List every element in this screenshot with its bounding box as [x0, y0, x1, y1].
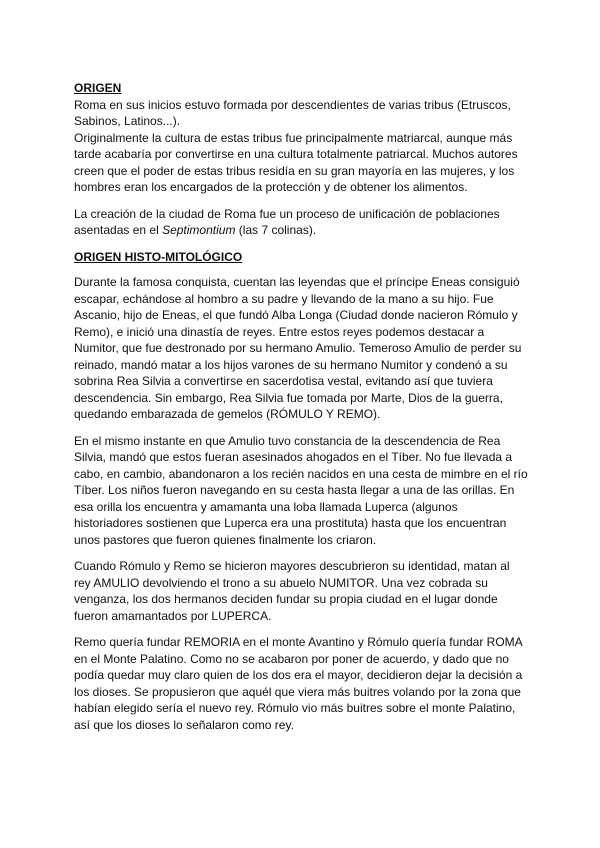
paragraph-creacion-text: La creación de la ciudad de Roma fue un proceso de unificación de poblaciones asentadas en el: [74, 206, 500, 237]
paragraph-creacion: [74, 206, 528, 239]
paragraph-fundacion: Remo quería fundar REMORIA en el monte Avantino y Rómulo quería fundar ROMA en el Monte Palatino. Como no se acabaron por poner de acuerdo, y dado que no podía quedar muy claro quien de los dos era el mayor, decidieron dejar la decisión a los dioses. Se propusieron que aquél que viera más buitres volando por la zona que habían elegido sería el nuevo rey. Rómulo vio más buitres sobre el monte Palatino, así que los dioses lo señalaron como rey.: [74, 635, 523, 732]
paragraph-romulo-remo: Cuando Rómulo y Remo se hicieron mayores descubrieron su identidad, matan al rey AMULIO devolviendo el trono a su abuelo NUMITOR. Una vez cobrada su venganza, los dos hermanos deciden fundar su propia ciudad en el lugar donde fueron amamantados por LUPERCA.: [74, 559, 510, 623]
paragraph-cultura: Originalmente la cultura de estas tribus fue principalmente matriarcal, aunque más tarde acabaría por convertirse en una cultura totalmente patriarcal. Muchos autores creen que el poder de estas tribus residía en su gran mayoría en las mujeres, y los hombres eran los encargados de la protección y de obtener los alimentos.: [74, 130, 518, 194]
section-heading-origen: ORIGEN: [74, 81, 122, 95]
paragraph-tribus: Roma en sus inicios estuvo formada por descendientes de varias tribus (Etruscos, Sabinos, Latinos...).: [74, 97, 511, 128]
septimontium-term: Septimontium: [162, 223, 236, 237]
paragraph-eneas: Durante la famosa conquista, cuentan las leyendas que el príncipe Eneas consiguió escapar, echándose al hombro a su padre y llevando de la mano a su hijo. Fue Ascanio, hijo de Eneas, el que fundó Alba Longa (Ciudad donde nacieron Rómulo y Remo), e inició una dinastía de reyes. Entre estos reyes podemos destacar a Numitor, que fue destronado por su hermano Amulio. Temeroso Amulio de perder su reinado, mandó matar a los hijos varones de su hermano Numitor y condenó a su sobrina Rea Silvia a convertirse en sacerdotisa vestal, evitando así que tuviera descendencia. Sin embargo, Rea Silvia fue tomada por Marte, Dios de la guerra, quedando embarazada de gemelos (RÓMULO Y REMO).: [74, 275, 522, 421]
section-heading-histo-mitologico: ORIGEN HISTO-MITOLÓGICO: [74, 249, 243, 264]
paragraph-creacion-end: (las 7 colinas).: [235, 223, 317, 237]
paragraph-amulio: En el mismo instante en que Amulio tuvo constancia de la descendencia de Rea Silvia, mandó que estos fueran asesinados ahogados en el Tíber. No fue llevada a cabo, en cambio, abandonaron a los recién nacidos en una cesta de mimbre en el río Tíber. Los niños fueron navegando en su cesta hasta llegar a una de las orillas. En esa orilla los encuentra y amamanta una loba llamada Luperca (algunos historiadores sostienen que Luperca era una prostituta) hasta que los encuentran unos pastores que fueron quienes finalmente los criaron.: [74, 433, 528, 547]
